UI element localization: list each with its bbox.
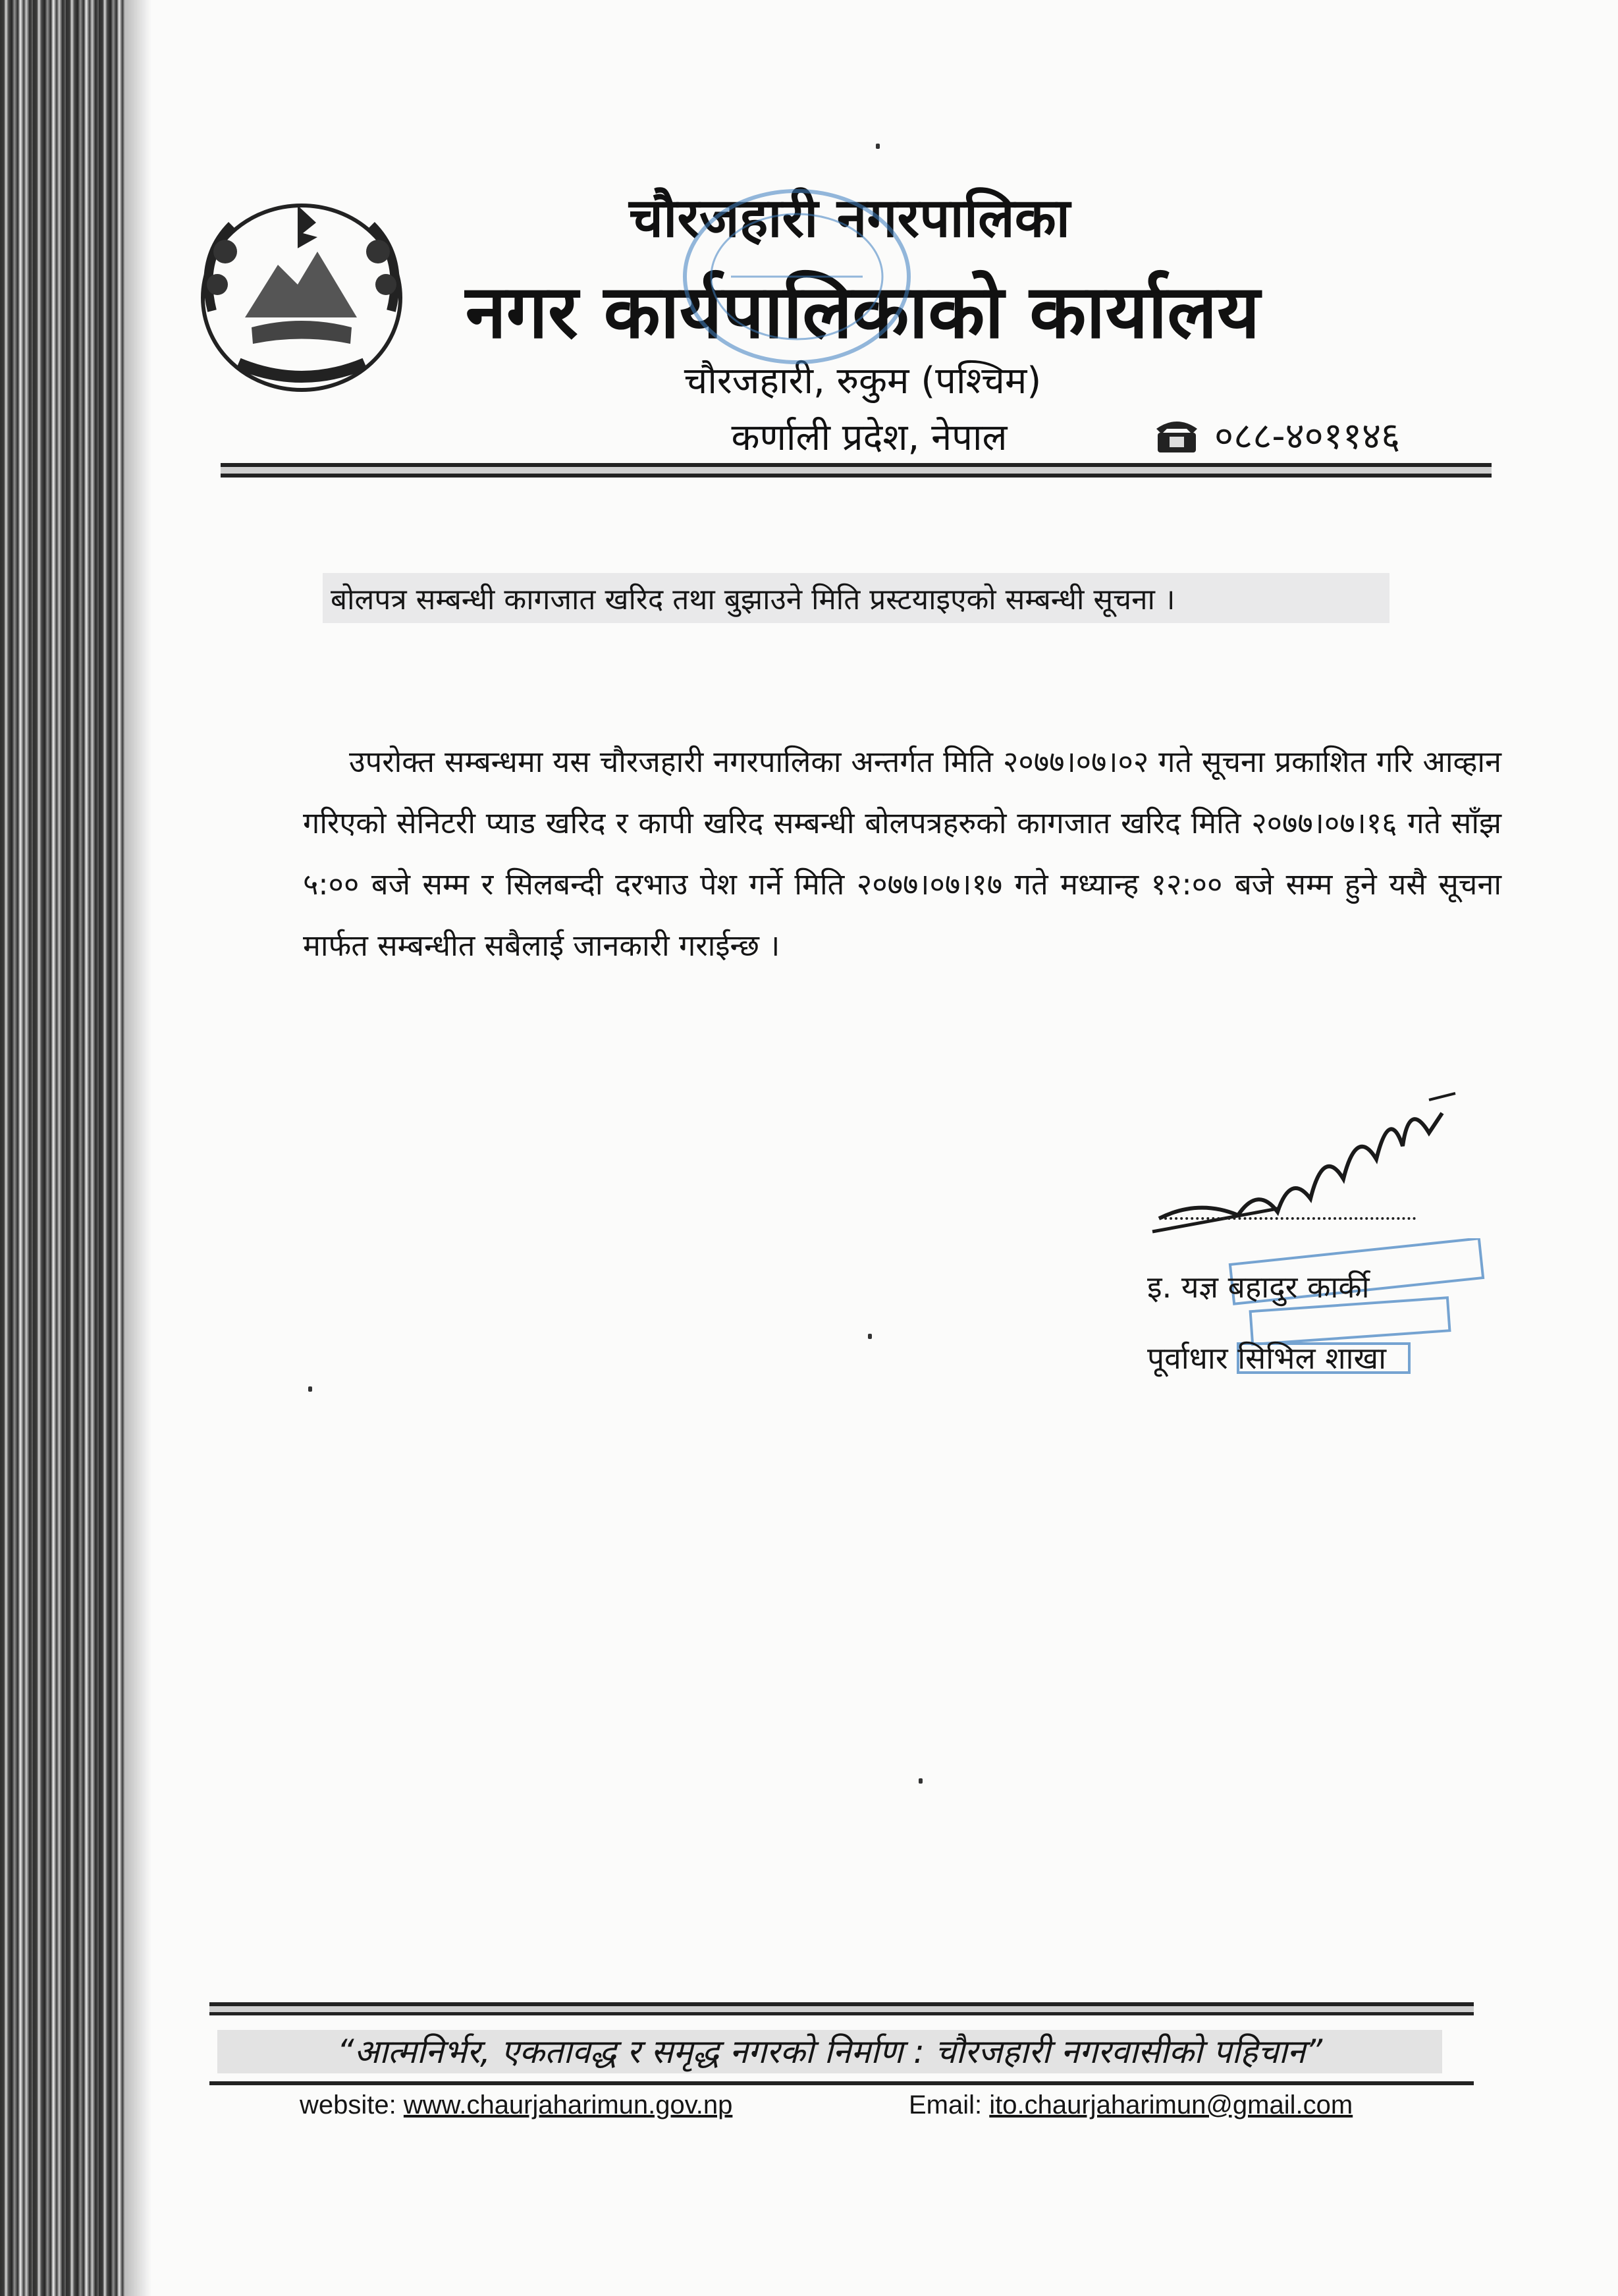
phone-contact	[1154, 410, 1400, 460]
website-label: website:	[300, 2091, 396, 2119]
footer-divider	[209, 2002, 1474, 2015]
footer-slogan: “आत्मनिर्भर, एकतावद्ध र समृद्ध नगरको निर्माण : चौरजहारी नगरवासीको पहिचान”	[217, 2030, 1442, 2073]
header-divider	[221, 463, 1492, 478]
scan-speck	[919, 1778, 923, 1784]
footer-website	[300, 2091, 732, 2120]
signatory-name: इ. यज्ञ बहादुर कार्की	[1147, 1269, 1370, 1305]
footer-thin-divider	[209, 2081, 1474, 2085]
municipality-name: चौरजहारी नगरपालिका	[629, 187, 1070, 250]
scan-speck	[876, 144, 880, 149]
signatory-department: पूर्वाधार सिभिल शाखा	[1147, 1340, 1387, 1376]
email-link[interactable]: ito.chaurjaharimun@gmail.com	[989, 2091, 1353, 2119]
telephone-icon	[1154, 414, 1200, 455]
email-label: Email:	[909, 2091, 983, 2119]
scan-speck	[868, 1334, 872, 1339]
scanner-shadow	[0, 0, 125, 2296]
office-title: नगर कार्यपालिकाको कार्यालय	[465, 269, 1260, 355]
notice-subject: बोलपत्र सम्बन्धी कागजात खरिद तथा बुझाउने मिति प्रस्टयाइएको सम्बन्धी सूचना ।	[323, 573, 1389, 623]
office-stamp	[659, 178, 935, 375]
nepal-emblem-icon	[186, 186, 418, 400]
notice-body: उपरोक्त सम्बन्धमा यस चौरजहारी नगरपालिका अन्तर्गत मिति २०७७।०७।०२ गते सूचना प्रकाशित गरि आव्हान गरिएको सेनिटरी प्याड खरिद र कापी खरिद सम्बन्धी बोलपत्रहरुको कागजात खरिद मिति २०७७।०७।१६ गते साँझ ५:०० बजे सम्म र सिलबन्दी दरभाउ पेश गर्ने मिति २०७७।०७।१७ गते मध्यान्ह १२:०० बजे सम्म हुने यसै सूचना मार्फत सम्बन्धीत सबैलाई जानकारी गराईन्छ ।	[303, 744, 1501, 963]
scan-speck	[308, 1386, 312, 1392]
signature-line	[1159, 1217, 1416, 1220]
footer-email	[909, 2091, 1353, 2120]
office-province: कर्णाली प्रदेश, नेपाल	[731, 416, 1008, 459]
office-address: चौरजहारी, रुकुम (पश्चिम)	[684, 360, 1042, 402]
phone-number: ०८८-४०११४६	[1214, 415, 1401, 458]
website-link[interactable]: www.chaurjaharimun.gov.np	[403, 2091, 733, 2119]
